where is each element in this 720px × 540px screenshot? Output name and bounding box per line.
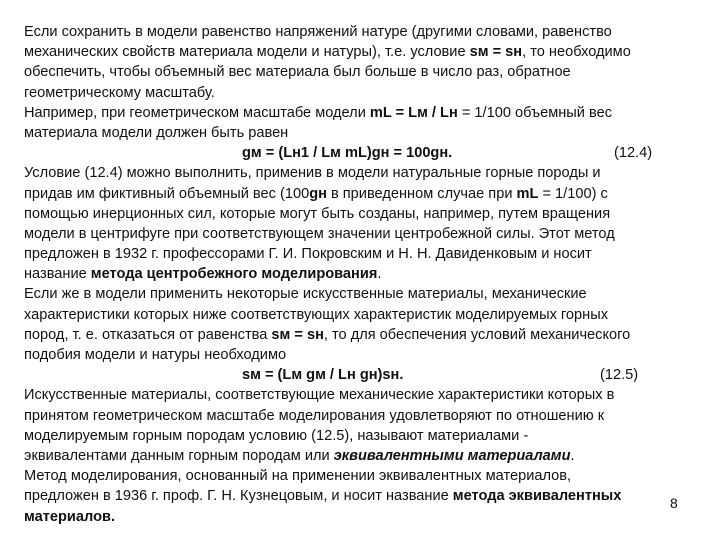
text-line: модели в центрифуге при соответствующем значении центробежной силы. Этот метод [24,225,615,242]
equation-number: (12.4) [614,145,653,162]
text-line: помощью инерционных сил, которые могут быть созданы, например, путем вращения [24,205,611,222]
text-line: придав им фиктивный объемный вес (100gн в приведенном случае при mL = 1/100) с [24,185,608,202]
text-line: материалов. [24,508,116,525]
text-line: предложен в 1932 г. профессорами Г. И. Покровским и Н. Н. Давиденковым и носит [24,246,592,263]
text-line: материала модели должен быть равен [24,124,289,141]
equation-12-5 [24,365,696,385]
equation-expression: gм = (Lн1 / Lм mL)gн = 100gн. [242,145,453,162]
text-line: Условие (12.4) можно выполнить, применив в модели натуральные горные породы и [24,165,601,182]
text-line: геометрическому масштабу. [24,84,215,101]
text-line: эквивалентами данным горным породам или эквивалентными материалами. [24,447,575,464]
text-line: принятом геометрическом масштабе моделирования удовлетворяют по отношению к [24,407,605,424]
text-line: Искусственные материалы, соответствующие механические характеристики которых в [24,387,615,404]
text-line: пород, т. е. отказаться от равенства sм = sн, то для обеспечения условий механического [24,326,631,343]
text-line: подобия модели и натуры необходимо [24,347,287,363]
text-line: Если сохранить в модели равенство напряжений натуре (другими словами, равенство [24,24,612,40]
text-line: предложен в 1936 г. проф. Г. Н. Кузнецовым, и носит название метода эквивалентных [24,488,622,505]
equation-expression: sм = (Lм gм / Lн gн)sн. [242,367,404,384]
text-line: характеристики которых ниже соответствующих характеристик моделируемых горных [24,306,609,323]
equation-number: (12.5) [600,367,639,384]
text-line: механических свойств материала модели и натуры), т.е. условие sм = sн, то необходимо [24,44,631,61]
text-line: Например, при геометрическом масштабе модели mL = Lм / Lн = 1/100 объемный вес [24,104,613,121]
condition-formula: sм = sн [469,44,523,61]
text-line: Метод моделирования, основанный на применении эквивалентных материалов, [24,468,572,485]
text-line: моделируемым горным породам условию (12.5), называют материалами - [24,427,529,444]
text-line: обеспечить, чтобы объемный вес материала был больше в число раз, обратное [24,64,571,81]
text-line: название метода центробежного моделирования. [24,266,382,283]
body-text [24,22,696,527]
equivalent-materials-term: эквивалентными материалами [333,447,571,464]
page-number: 8 [670,495,678,511]
scale-formula: mL = Lм / Lн [369,104,458,121]
text-line: Если же в модели применить некоторые искусственные материалы, механические [24,286,587,303]
method-term: метода эквивалентных [452,488,622,505]
equation-12-4 [24,143,696,163]
method-term: метода центробежного моделирования [90,266,378,283]
